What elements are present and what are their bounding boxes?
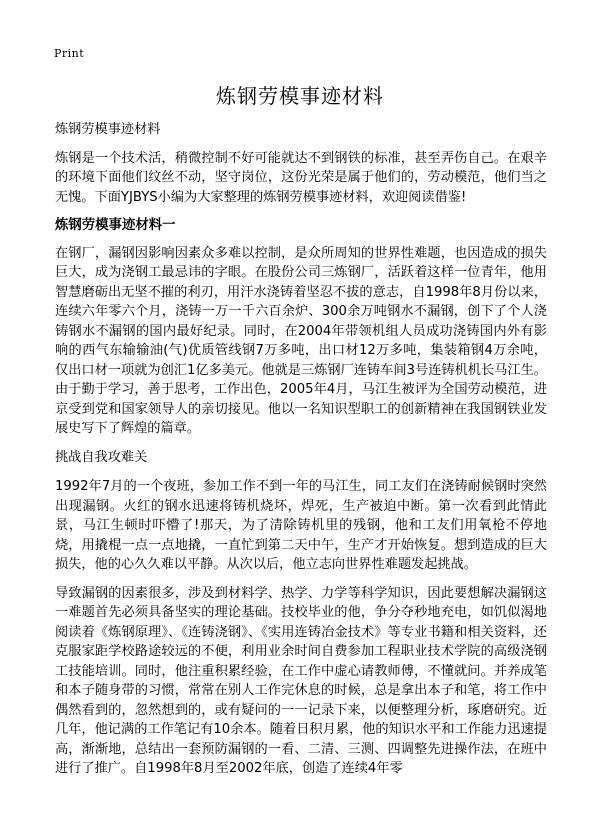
page-title: 炼钢劳模事迹材料: [216, 84, 384, 108]
section-heading-2: 挑战自我攻难关: [55, 449, 148, 465]
article-subtitle: 炼钢劳模事迹材料: [55, 122, 161, 137]
section-heading-1: 炼钢劳模事迹材料一: [55, 218, 176, 233]
article-body: [55, 120, 547, 788]
paragraph-1: 在钢厂，漏钢因影响因素众多难以控制，是众所周知的世界性难题，也因造成的损失巨大，成为浇钢工最忌讳的字眼。在股份公司三炼钢厂，活跃着这样一位青年，他用智慧磨砺出无坚不摧的利刃，用汗水浇铸着坚忍不拔的意志，自1998年8月份以来，连续六年零六个月，浇铸一万一千六百余炉、300余万吨钢水不漏钢，创下了个人浇铸钢水不漏钢的国内最好纪录。同时，在2004年带领机组人员成功浇铸国内外有影响的西气东输输油(气)优质管线钢7万多吨，出口材12万多吨，集装箱钢4万余吨，仅出口材一项就为创汇1亿多美元。他就是三炼钢厂连铸车间3号连铸机机长马江生。由于勤于学习，善于思考，工作出色，2005年4月，马江生被评为全国劳动模范，进京受到党和国家领导人的亲切接见。他以一名知识型职工的创新精神在我国钢铁业发展史写下了辉煌的篇章。: [55, 245, 547, 436]
paragraph-3: 导致漏钢的因素很多，涉及到材料学、热学、力学等科学知识，因此要想解决漏钢这一难题首先必须具备坚实的理论基础。技校毕业的他，争分夺秒地充电，如饥似渴地阅读着《炼钢原理》、《连铸浇钢》、《实用连铸冶金技术》等专业书籍和相关资料，还克服家距学校路途较远的不便，利用业余时间自费参加工程职业技术学院的高级浇钢工技能培训。同时，他注重积累经验，在工作中虚心请教师傅，不懂就问。并养成笔和本子随身带的习惯，常常在别人工作完休息的时候，总是拿出本子和笔，将工作中偶然看到的，忽然想到的，或有疑问的一一记录下来，以便整理分析，琢磨研究。近几年，他记满的工作笔记有10余本。随着日积月累，他的知识水平和工作能力迅速提高，渐渐地，总结出一套预防漏钢的一看、二清、三测、四调整先进操作法，在班中进行了推广。自1998年8月至2002年底，创造了连续4年零: [55, 585, 547, 776]
print-link[interactable]: Print: [54, 47, 85, 60]
paragraph-2: 1992年7月的一个夜班，参加工作不到一年的马江生，同工友们在浇铸耐候钢时突然出现漏钢。火红的钢水迅速将铸机烧坏，焊死，生产被迫中断。第一次看到此情此景，马江生顿时吓懵了!那天，为了清除铸机里的残钢，他和工友们用氧枪不停地烧，用撬棍一点一点地撬，一直忙到第二天中午，生产才开始恢复。想到造成的巨大损失，他的心久久难以平静。从次以后，他立志向世界性难题发起挑战。: [55, 479, 547, 572]
intro-paragraph: 炼钢是一个技术活，稍微控制不好可能就达不到钢铁的标准，甚至弄伤自己。在艰辛的环境下面他们纹丝不动，坚守岗位，这份光荣是属于他们的，劳动模范，他们当之无愧。下面YJBYS小编为大家整理的炼钢劳模事迹材料，欢迎阅读借鉴!: [55, 150, 547, 205]
